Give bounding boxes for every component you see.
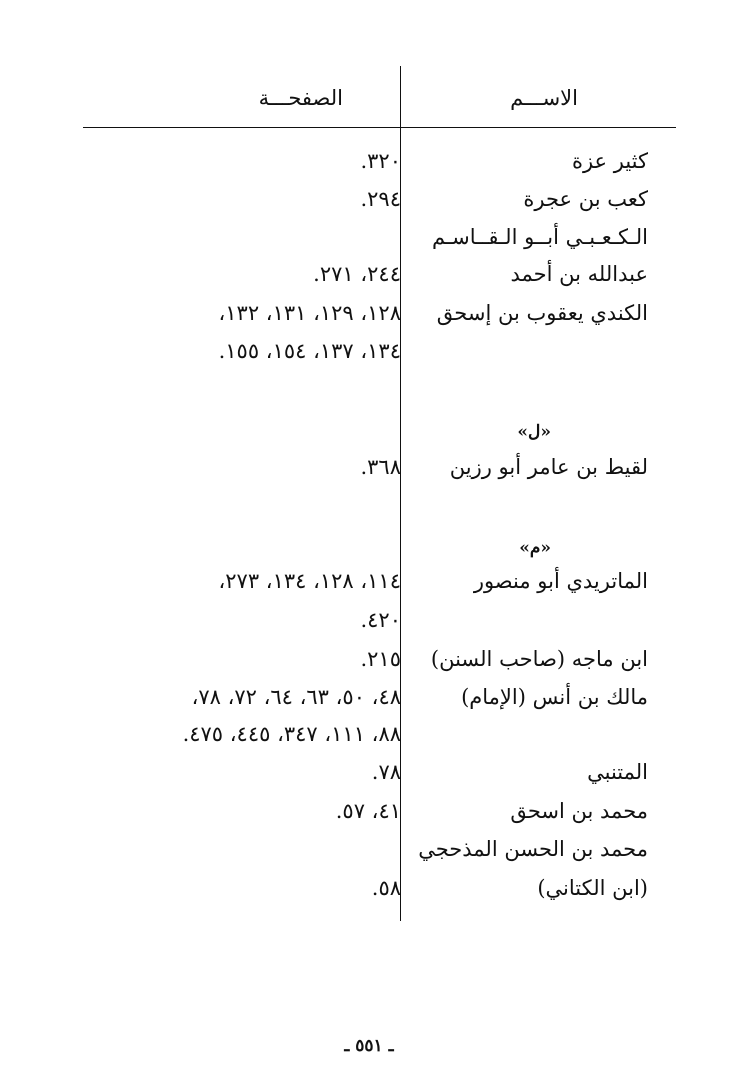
header-divider [83,127,676,128]
entry-pages: ٧٨. [371,760,401,784]
entry-name: محمد بن الحسن المذحجي [418,837,648,861]
entry-pages-continued: ٤٢٠. [360,608,401,632]
entry-pages-continued: ٨٨، ١١١، ٣٤٧، ٤٤٥، ٤٧٥. [182,722,401,746]
entry-name: كعب بن عجرة [523,187,648,211]
entry-name: مالك بن أنس (الإمام) [461,685,648,709]
entry-name: المتنبي [587,760,648,784]
entry-name: محمد بن اسحق [510,799,648,823]
entry-pages: ١٢٨، ١٢٩، ١٣١، ١٣٢، [218,301,401,325]
entry-name: الماتريدي أبو منصور [473,569,648,593]
entry-pages: ٥٨. [371,876,401,900]
entry-name: عبدالله بن أحمد [510,262,648,286]
entry-pages: ٢١٥. [360,647,401,671]
page-number: ـ ٥٥١ ـ [344,1036,394,1056]
entry-name-continued: (ابن الكتاني) [537,876,648,900]
section-letter-lam: «ل» [517,422,551,442]
section-letter-mim: «م» [519,538,551,558]
entry-pages: ٣٦٨. [360,455,401,479]
entry-name: كثير عزة [571,149,648,173]
entry-name: الـكـعـبـي أبــو الـقــاسـم [431,225,648,249]
entry-name: ابن ماجه (صاحب السنن) [430,647,648,671]
entry-pages: ٤١، ٥٧. [335,799,401,823]
column-header-page: الصفحـــة [258,86,343,110]
entry-pages-continued: ١٣٤، ١٣٧، ١٥٤، ١٥٥. [218,339,401,363]
entry-pages: ٣٢٠. [360,149,401,173]
entry-pages: ١١٤، ١٢٨، ١٣٤، ٢٧٣، [218,569,401,593]
entry-pages: ٤٨، ٥٠، ٦٣، ٦٤، ٧٢، ٧٨، [191,685,401,709]
entry-name: لقيط بن عامر أبو رزين [449,455,648,479]
entry-name: الكندي يعقوب بن إسحق [436,301,648,325]
entry-pages: ٢٩٤. [360,187,401,211]
column-header-name: الاســـم [510,86,578,110]
entry-pages: ٢٤٤، ٢٧١. [313,262,401,286]
